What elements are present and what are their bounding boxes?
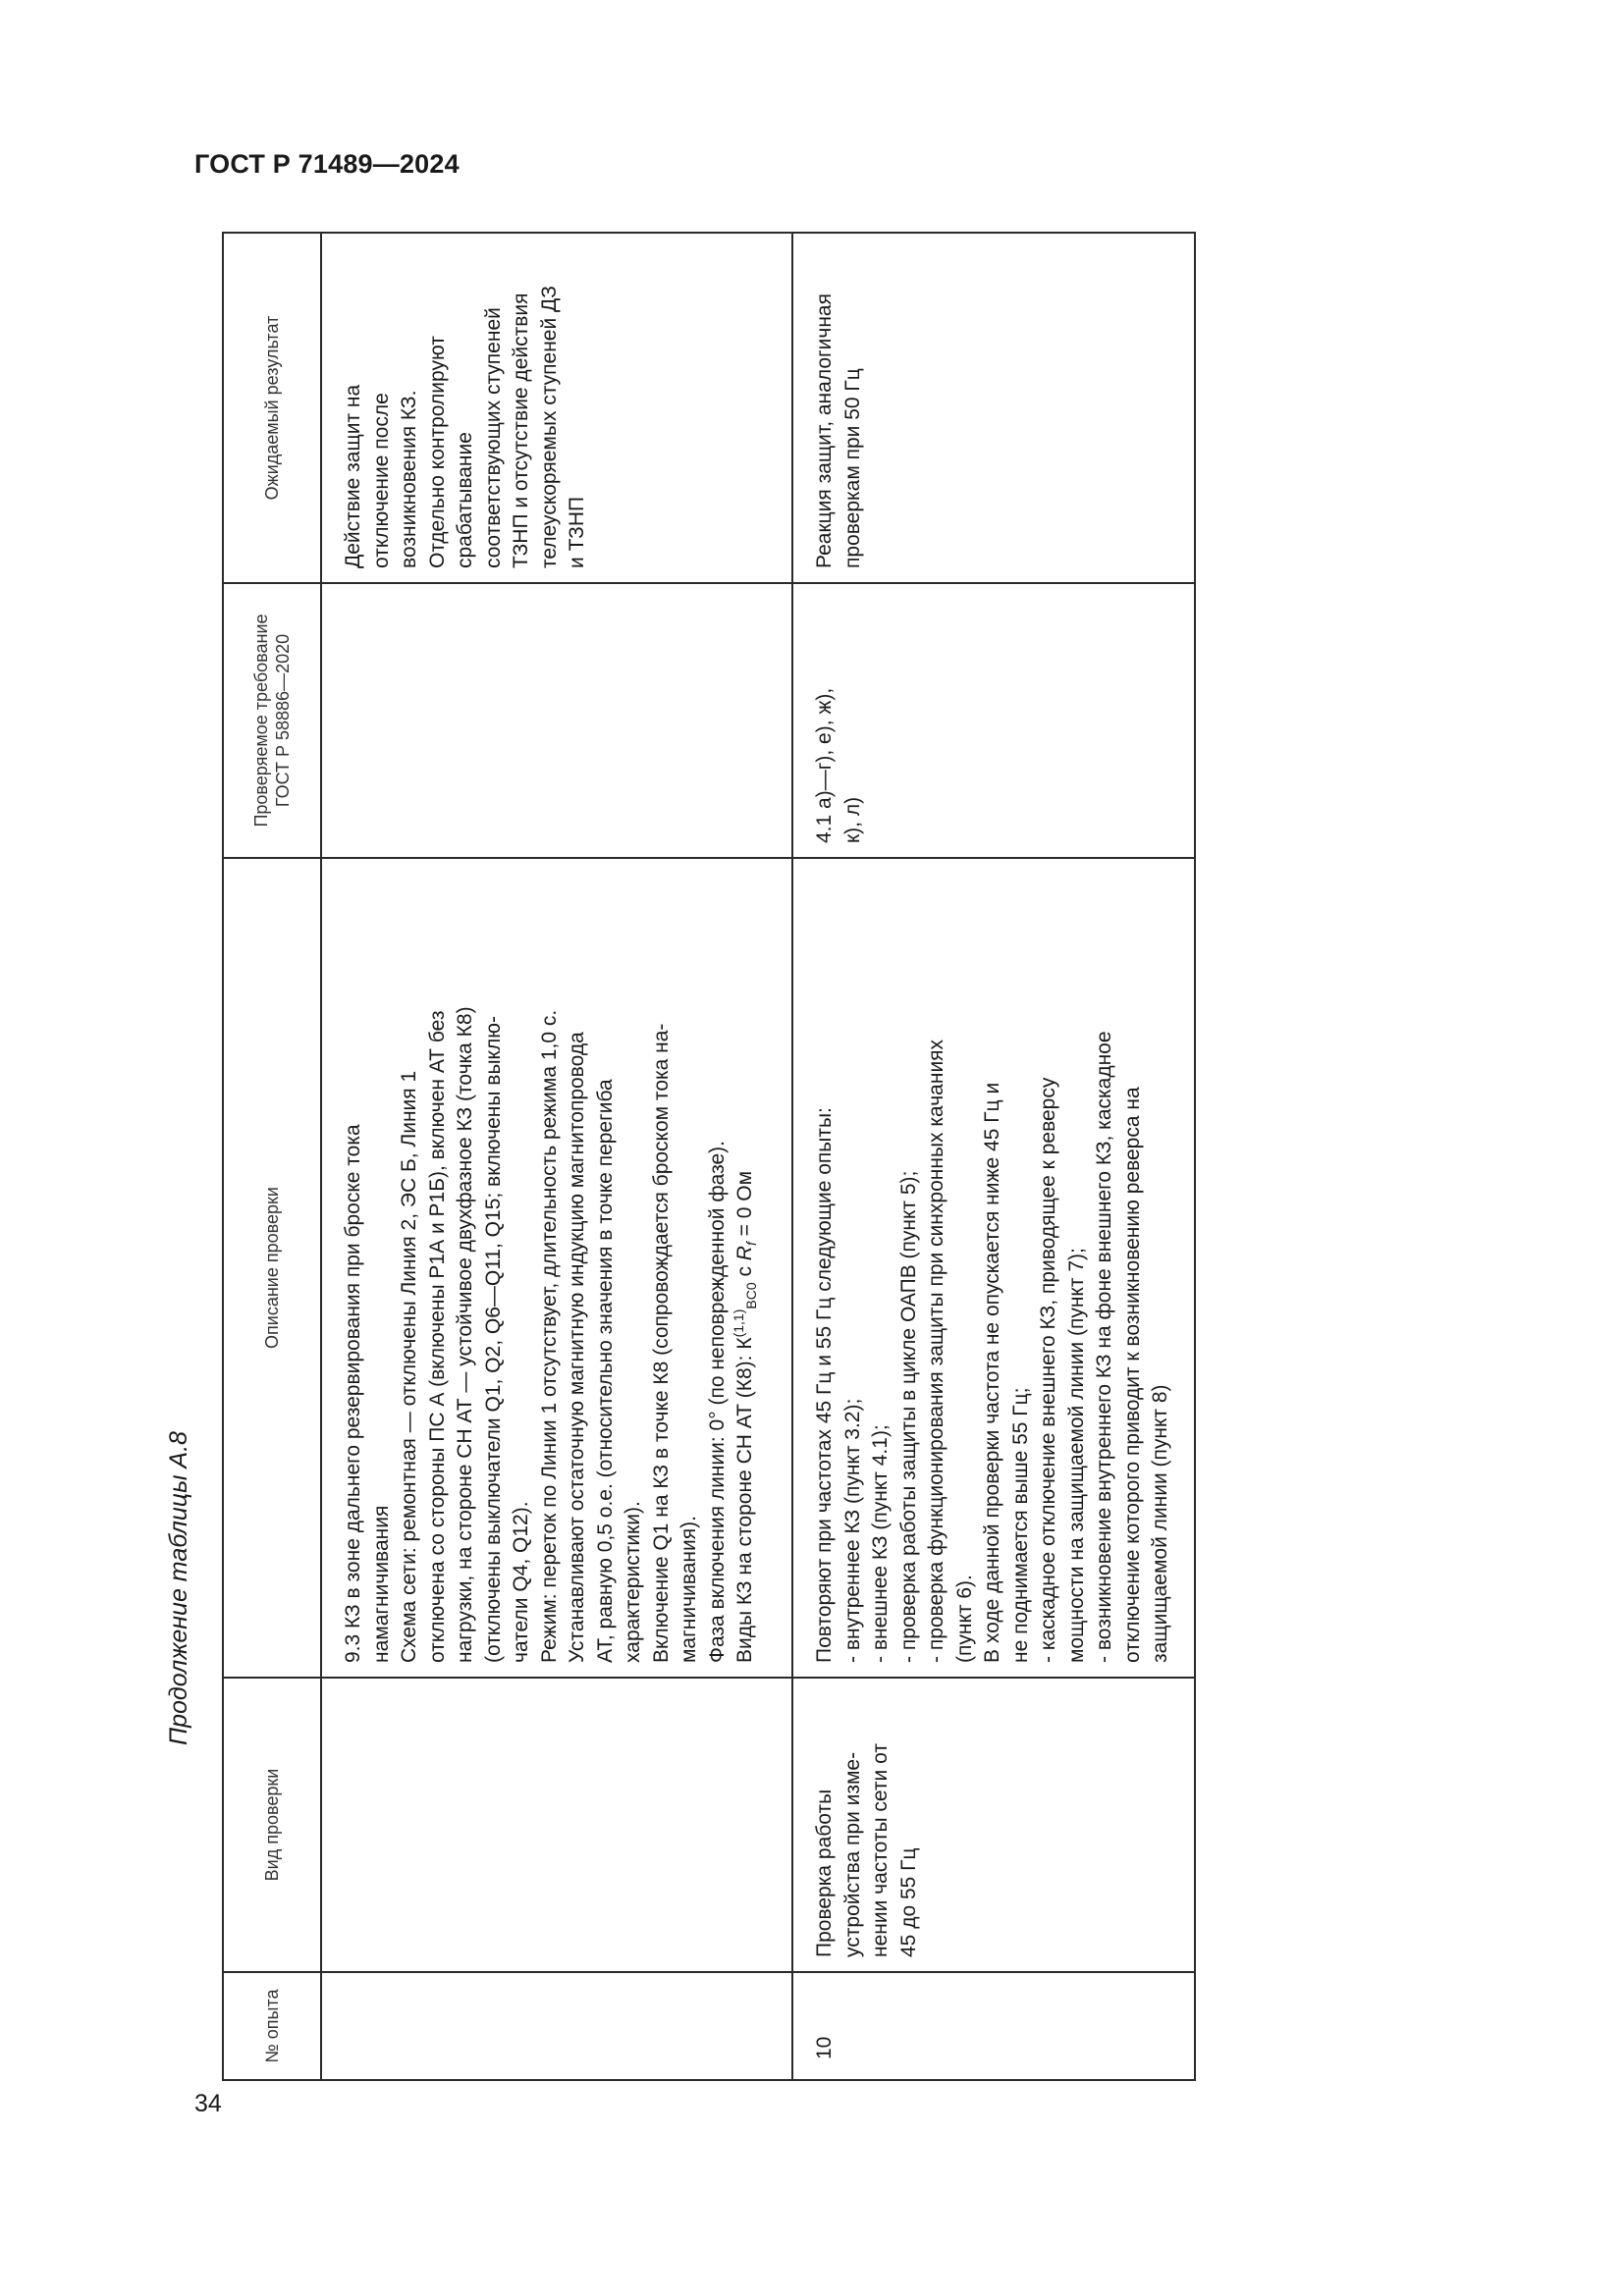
cell-number bbox=[321, 1972, 792, 2080]
text-line: (отключены выключатели Q1, Q2, Q6—Q11, Q15; включены выклю- bbox=[481, 1016, 505, 1663]
column-header-number: № опыта bbox=[223, 1972, 321, 2080]
text-line: и ТЗНП bbox=[566, 496, 588, 568]
text-line: 9.3 КЗ в зоне дальнего резервирования при броске тока bbox=[342, 1124, 364, 1663]
text-line: Режим: переток по Линии 1 отсутствует, длительность режима 1,0 с. bbox=[537, 1009, 561, 1663]
text-line: Включение Q1 на КЗ в точке К8 (сопровождается броском тока на- bbox=[649, 1023, 673, 1663]
text-line: нении частоты сети от bbox=[869, 1743, 892, 1957]
text-line: (пункт 6). bbox=[952, 1575, 976, 1663]
text-line: 45 до 55 Гц bbox=[896, 1847, 920, 1957]
text-line: телеускоряемых ступеней ДЗ bbox=[537, 286, 561, 568]
table-row bbox=[792, 233, 1195, 2080]
short-circuit-types-line: Виды КЗ на стороне СН АТ (К8): К$^{(1,1)}_{BC0}$ с $R_f = 0$ Ом bbox=[731, 1170, 760, 1663]
test-table bbox=[222, 232, 1196, 2081]
text-line: отключение после bbox=[369, 393, 393, 568]
cell-number: 10 bbox=[792, 1972, 1195, 2080]
text-line: не поднимается выше 55 Гц; bbox=[1008, 1387, 1032, 1663]
cell-requirement bbox=[321, 583, 792, 858]
cell-type bbox=[792, 1678, 1195, 1972]
column-header-type: Вид проверки bbox=[223, 1678, 321, 1972]
table-header-row bbox=[223, 233, 321, 2080]
text-line: В ходе данной проверки частота не опускается ниже 45 Гц и bbox=[981, 1082, 1003, 1663]
cell-description bbox=[321, 858, 792, 1678]
text-line: нагрузки, на стороне СН АТ — устойчивое двухфазное КЗ (точка К8) bbox=[454, 1006, 476, 1663]
text-line: характеристики). bbox=[622, 1501, 644, 1663]
column-header-result: Ожидаемый результат bbox=[223, 233, 321, 583]
cell-description bbox=[792, 858, 1195, 1678]
text-line: ТЗНП и отсутствие действия bbox=[510, 293, 532, 568]
text-line: Схема сети: ремонтная — отключены Линия 2, ЭС Б, Линия 1 bbox=[398, 1070, 420, 1663]
cell-result bbox=[792, 233, 1195, 583]
document-header: ГОСТ Р 71489—2024 bbox=[194, 149, 460, 179]
cell-type bbox=[321, 1678, 792, 1972]
text-line: АТ, равную 0,5 о.е. (относительно значения в точке перегиба bbox=[593, 1079, 617, 1663]
table-caption: Продолжение таблицы А.8 bbox=[165, 1431, 192, 1745]
text-line: мощности на защищаемой линии (пункт 7); bbox=[1064, 1248, 1088, 1663]
text-line: защищаемой линии (пункт 8) bbox=[1149, 1384, 1171, 1663]
column-header-requirement: Проверяемое требование ГОСТ Р 58886—2020 bbox=[223, 583, 321, 858]
text-line: - каскадное отключение внешнего КЗ, приводящее к реверсу bbox=[1037, 1077, 1059, 1663]
text-line: магничивания). bbox=[677, 1516, 700, 1663]
text-line: Реакция защит, аналогичная bbox=[813, 294, 836, 568]
text-line: Повторяют при частотах 45 Гц и 55 Гц следующие опыты: bbox=[813, 1107, 836, 1663]
text-line: намагничивания bbox=[369, 1505, 393, 1663]
rotated-table-area bbox=[222, 234, 1194, 2081]
cell-result bbox=[321, 233, 792, 583]
text-line: - проверка функционирования защиты при синхронных качаниях bbox=[925, 1039, 947, 1663]
text-line: - возникновение внутреннего КЗ на фоне внешнего КЗ, каскадное bbox=[1093, 1031, 1115, 1663]
text-line: к), л) bbox=[840, 796, 864, 843]
text-line: чатели Q4, Q12). bbox=[510, 1501, 532, 1663]
text-line: устройства при изме- bbox=[840, 1751, 864, 1957]
text-line: отключена со стороны ПС А (включены Р1А и Р1Б), включен АТ без bbox=[425, 1010, 449, 1663]
column-header-description: Описание проверки bbox=[223, 858, 321, 1678]
text-line: Отдельно контролируют bbox=[425, 336, 449, 568]
table-row bbox=[321, 233, 792, 2080]
text-line: - проверка работы защиты в цикле ОАПВ (пункт 5); bbox=[896, 1170, 920, 1663]
text-line: Фаза включения линии: 0° (по неповрежденной фазе). bbox=[705, 1141, 729, 1663]
text-line: Действие защит на bbox=[342, 384, 364, 568]
text-line: соответствующих ступеней bbox=[481, 307, 505, 568]
text-line: - внешнее КЗ (пункт 4.1); bbox=[869, 1424, 892, 1663]
text-line: - внутреннее КЗ (пункт 3.2); bbox=[840, 1398, 864, 1663]
text-line: срабатывание bbox=[454, 432, 476, 568]
text-line: Устанавливают остаточную магнитную индукцию магнитопровода bbox=[566, 1032, 588, 1663]
text-line: 4.1 а)—г), е), ж), bbox=[813, 687, 836, 843]
text-line: отключение которого приводит к возникновению реверса на bbox=[1120, 1087, 1144, 1663]
text-line: проверкам при 50 Гц bbox=[840, 368, 864, 568]
page-number: 34 bbox=[194, 2090, 222, 2117]
text-line: возникновения КЗ. bbox=[398, 390, 420, 568]
text-line: Проверка работы bbox=[813, 1789, 836, 1957]
cell-requirement bbox=[792, 583, 1195, 858]
